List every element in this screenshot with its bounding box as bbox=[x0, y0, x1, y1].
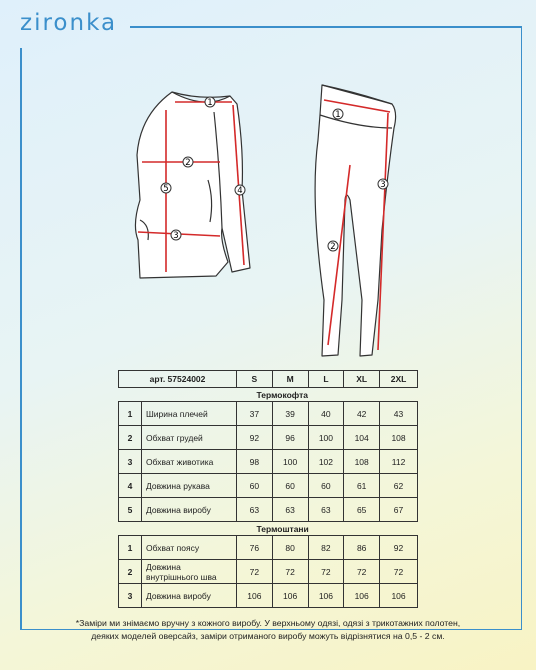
cell-s: 72 bbox=[237, 560, 273, 584]
cell-xl: 106 bbox=[344, 584, 380, 608]
top-marker-3: 3 bbox=[173, 231, 179, 241]
section-title-pants: Термоштани bbox=[256, 523, 309, 534]
cell-s: 106 bbox=[237, 584, 273, 608]
table-row bbox=[119, 450, 418, 474]
size-header-l: L bbox=[308, 371, 344, 388]
cell-l: 72 bbox=[308, 560, 344, 584]
footnote-line-1: *Заміри ми знімаємо вручну з кожного виробу. У верхньому одязі, одязі з трикотажних полотен, bbox=[75, 618, 461, 628]
row-label: Довжина виробу bbox=[142, 498, 237, 522]
cell-2xl: 62 bbox=[380, 474, 418, 498]
cell-xl: 61 bbox=[344, 474, 380, 498]
cell-2xl: 43 bbox=[380, 402, 418, 426]
table-row bbox=[119, 474, 418, 498]
cell-m: 60 bbox=[272, 474, 308, 498]
row-label: Обхват грудей bbox=[142, 426, 237, 450]
row-number: 4 bbox=[119, 474, 142, 498]
cell-2xl: 112 bbox=[380, 450, 418, 474]
cell-m: 72 bbox=[272, 560, 308, 584]
row-number: 1 bbox=[119, 536, 142, 560]
measurement-footnote bbox=[0, 617, 536, 643]
row-number: 3 bbox=[119, 450, 142, 474]
row-label: Ширина плечей bbox=[142, 402, 237, 426]
cell-xl: 72 bbox=[344, 560, 380, 584]
row-label: Довжина виробу bbox=[142, 584, 237, 608]
top-size-table bbox=[118, 370, 418, 608]
cell-2xl: 67 bbox=[380, 498, 418, 522]
cell-s: 60 bbox=[237, 474, 273, 498]
cell-m: 96 bbox=[272, 426, 308, 450]
cell-2xl: 72 bbox=[380, 560, 418, 584]
table-row bbox=[119, 536, 418, 560]
section-title-top: Термокофта bbox=[256, 389, 308, 400]
top-marker-1: 1 bbox=[207, 98, 213, 108]
brand-logo: zironka bbox=[20, 10, 118, 36]
cell-l: 102 bbox=[308, 450, 344, 474]
footnote-line-2: деяких моделей оверсайз, заміри отриманого виробу можуть відрізнятися на 0,5 - 2 см. bbox=[91, 631, 445, 641]
cell-s: 37 bbox=[237, 402, 273, 426]
cell-s: 98 bbox=[237, 450, 273, 474]
row-number: 2 bbox=[119, 560, 142, 584]
table-header-row bbox=[119, 371, 418, 388]
row-number: 2 bbox=[119, 426, 142, 450]
cell-m: 100 bbox=[272, 450, 308, 474]
cell-2xl: 108 bbox=[380, 426, 418, 450]
cell-xl: 108 bbox=[344, 450, 380, 474]
cell-xl: 42 bbox=[344, 402, 380, 426]
pants-marker-1: 1 bbox=[335, 110, 341, 120]
size-header-2xl: 2XL bbox=[380, 371, 418, 388]
cell-xl: 86 bbox=[344, 536, 380, 560]
top-garment-drawing bbox=[135, 92, 250, 278]
cell-l: 106 bbox=[308, 584, 344, 608]
pants-marker-2: 2 bbox=[330, 242, 336, 252]
cell-xl: 65 bbox=[344, 498, 380, 522]
cell-m: 80 bbox=[272, 536, 308, 560]
row-label: Обхват поясу bbox=[142, 536, 237, 560]
row-number: 3 bbox=[119, 584, 142, 608]
cell-m: 106 bbox=[272, 584, 308, 608]
cell-m: 63 bbox=[272, 498, 308, 522]
cell-s: 92 bbox=[237, 426, 273, 450]
top-marker-4: 4 bbox=[237, 186, 243, 196]
size-header-m: M bbox=[272, 371, 308, 388]
cell-2xl: 106 bbox=[380, 584, 418, 608]
size-header-xl: XL bbox=[344, 371, 380, 388]
row-number: 5 bbox=[119, 498, 142, 522]
table-row bbox=[119, 584, 418, 608]
table-row bbox=[119, 560, 418, 584]
article-number: арт. 57524002 bbox=[119, 371, 237, 388]
cell-s: 63 bbox=[237, 498, 273, 522]
table-row bbox=[119, 426, 418, 450]
cell-l: 60 bbox=[308, 474, 344, 498]
table-row bbox=[119, 498, 418, 522]
cell-2xl: 92 bbox=[380, 536, 418, 560]
cell-l: 100 bbox=[308, 426, 344, 450]
pants-marker-3: 3 bbox=[380, 180, 386, 190]
size-header-s: S bbox=[237, 371, 273, 388]
row-number: 1 bbox=[119, 402, 142, 426]
table-row bbox=[119, 402, 418, 426]
cell-xl: 104 bbox=[344, 426, 380, 450]
cell-l: 82 bbox=[308, 536, 344, 560]
row-label: Довжина внутрішнього шва bbox=[142, 560, 237, 584]
cell-m: 39 bbox=[272, 402, 308, 426]
cell-l: 40 bbox=[308, 402, 344, 426]
top-marker-2: 2 bbox=[185, 158, 191, 168]
row-label: Довжина рукава bbox=[142, 474, 237, 498]
row-label: Обхват животика bbox=[142, 450, 237, 474]
top-marker-5: 5 bbox=[163, 184, 169, 194]
cell-l: 63 bbox=[308, 498, 344, 522]
cell-s: 76 bbox=[237, 536, 273, 560]
